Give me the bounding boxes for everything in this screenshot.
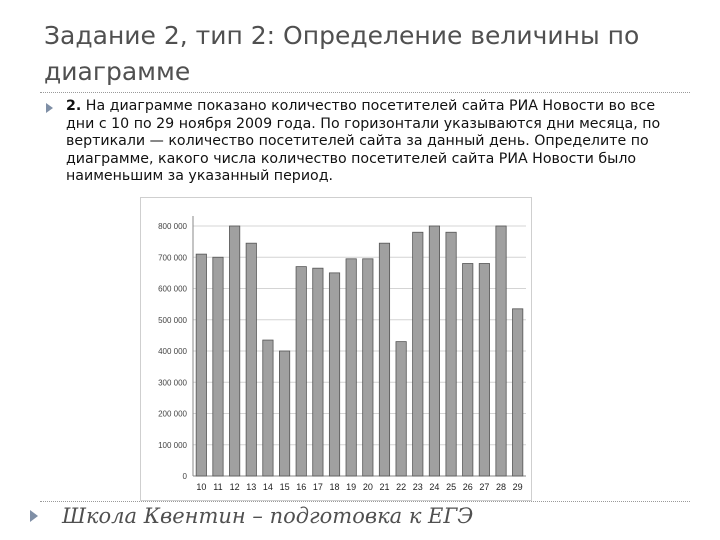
x-tick-label: 17 [312,482,323,492]
bar-28 [496,226,506,476]
x-tick-label: 20 [362,482,373,492]
x-tick-label: 13 [246,482,257,492]
x-tick-label: 28 [496,482,507,492]
bar-16 [296,267,306,476]
x-tick-label: 14 [262,482,273,492]
x-tick-label: 27 [479,482,490,492]
y-tick-label: 0 [182,472,187,481]
bar-23 [413,232,423,476]
y-tick-label: 600 000 [158,284,187,294]
bar-chart [140,197,532,501]
x-tick-label: 19 [346,482,357,492]
x-tick-label: 21 [379,482,390,492]
x-tick-label: 18 [329,482,340,492]
x-tick-label: 23 [412,482,423,492]
x-tick-label: 24 [429,482,440,492]
x-tick-label: 16 [296,482,307,492]
bar-17 [313,268,323,476]
x-tick-label: 10 [196,482,207,492]
y-tick-label: 400 000 [158,347,187,356]
task-text [66,98,686,186]
y-tick-label: 200 000 [158,409,187,419]
bar-18 [329,273,339,476]
bar-24 [429,226,439,476]
bar-15 [279,351,289,476]
title-divider [40,92,690,93]
bar-25 [446,232,456,476]
bar-20 [363,259,373,476]
bar-21 [379,243,389,476]
slide-title: Задание 2, тип 2: Определение величины по диаграмме [44,21,640,86]
y-tick-label: 500 000 [158,315,187,325]
bar-13 [246,243,256,476]
task-body: На диаграмме показано количество посетителей сайта РИА Новости во все дни с 10 по 29 ноября 2009 года. По горизонтали указываются дни месяца, по вертикали — количество посетителей сайта за данный день. Определите по диаграмме, какого числа количество посетителей сайта РИА Новости было наименьшим за указанный период. [66,98,661,185]
x-tick-label: 12 [229,482,240,492]
y-tick-label: 300 000 [158,378,187,388]
x-tick-label: 25 [446,482,457,492]
bar-14 [263,340,273,476]
x-tick-label: 22 [396,482,407,492]
bar-29 [513,309,523,476]
y-tick-label: 800 000 [158,222,187,231]
x-tick-label: 11 [213,482,223,492]
bar-10 [196,254,206,476]
footer-text: Школа Квентин – подготовка к ЕГЭ [62,504,474,528]
x-tick-label: 29 [512,482,523,492]
plot-area [193,216,526,476]
footer-bullet-icon [30,510,38,522]
task-number: 2. [66,98,82,114]
bar-19 [346,259,356,476]
bar-22 [396,342,406,476]
x-tick-label: 15 [279,482,290,492]
bar-11 [213,257,223,476]
x-tick-label: 26 [462,482,473,492]
y-tick-label: 100 000 [158,440,187,450]
bar-26 [463,264,473,477]
bullet-arrow-icon [46,103,53,113]
chart-canvas [141,198,531,500]
y-tick-label: 700 000 [158,253,187,263]
bar-12 [229,226,239,476]
footer-divider [40,501,690,502]
bar-27 [479,264,489,477]
